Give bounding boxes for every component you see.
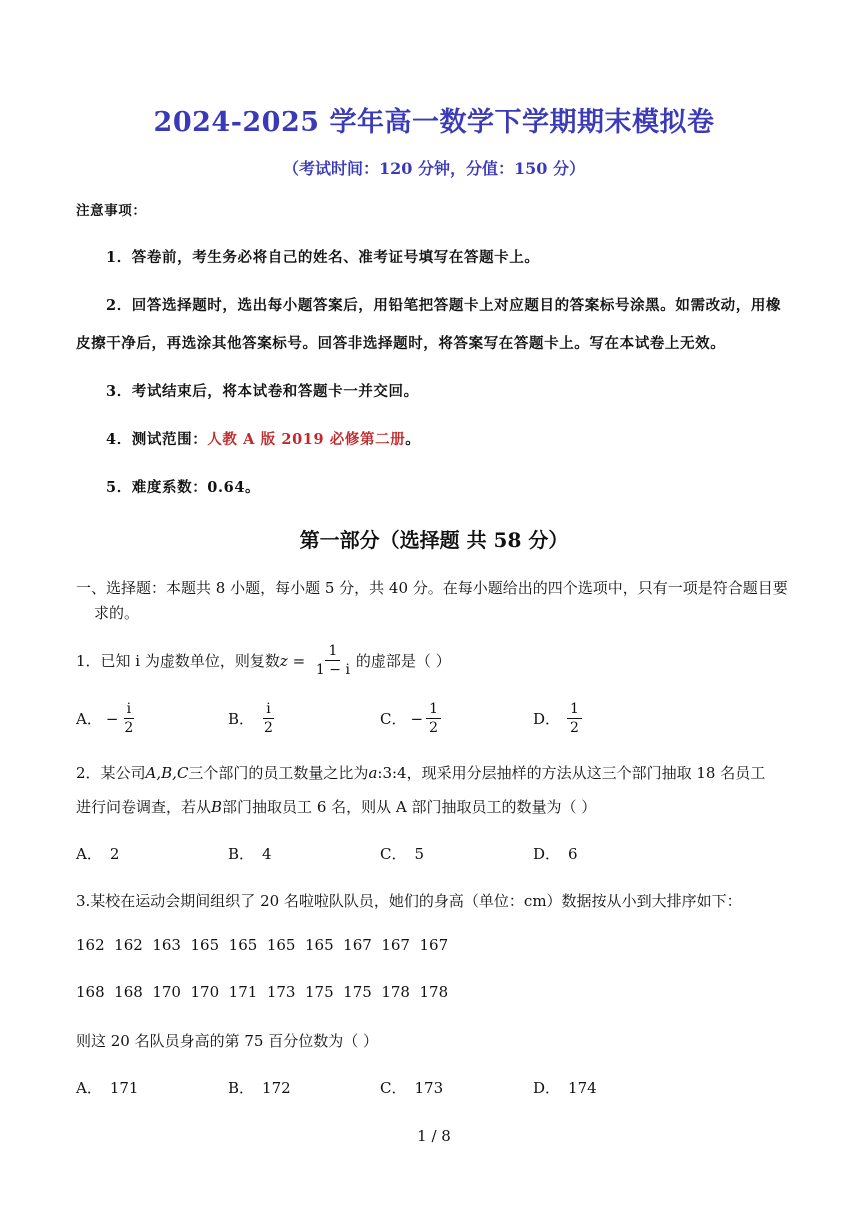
question-2-line-2 bbox=[76, 796, 596, 817]
section-intro-line-2: 求的。 bbox=[94, 604, 140, 622]
option-value: 4 bbox=[262, 845, 272, 863]
option-value: 172 bbox=[262, 1079, 291, 1097]
option-numerator: i bbox=[124, 702, 134, 719]
option-label: A． bbox=[76, 710, 102, 728]
option-denominator: 2 bbox=[429, 720, 438, 736]
q1-fraction-denominator: 1 − i bbox=[315, 662, 350, 678]
option-value: 174 bbox=[568, 1079, 597, 1097]
option-label: C． bbox=[380, 845, 407, 863]
q2-option-c[interactable] bbox=[380, 843, 424, 864]
notice-item-4-prefix: 4．测试范围： bbox=[106, 431, 208, 448]
q3-option-c[interactable] bbox=[380, 1077, 443, 1098]
q2-departments: A,B,C bbox=[145, 764, 189, 782]
option-label: B． bbox=[228, 1079, 255, 1097]
option-value: 171 bbox=[109, 1079, 139, 1097]
notice-item-3: 3．考试结束后，将本试卷和答题卡一并交回。 bbox=[106, 383, 419, 400]
option-label: D． bbox=[533, 710, 561, 728]
option-label: C． bbox=[380, 710, 407, 728]
option-label: B． bbox=[228, 710, 255, 728]
option-fraction bbox=[121, 702, 136, 735]
option-value: 173 bbox=[414, 1079, 444, 1097]
q1-option-b[interactable] bbox=[228, 702, 279, 735]
q1-option-d[interactable] bbox=[533, 702, 585, 735]
question-3-line-1: 3.某校在运动会期间组织了 20 名啦啦队队员，她们的身高（单位：cm）数据按从小到大排序如下： bbox=[76, 892, 742, 910]
test-range: 人教 A 版 2019 必修第二册 bbox=[207, 431, 406, 448]
option-label: D． bbox=[533, 845, 561, 863]
option-fraction bbox=[261, 702, 276, 735]
q2-text: 部门抽取员工 6 名，则从 A 部门抽取员工的数量为（ ） bbox=[222, 798, 597, 816]
option-sign: − bbox=[105, 709, 119, 728]
notice-item-2-line-1: 2．回答选择题时，选出每小题答案后，用铅笔把答题卡上对应题目的答案标号涂黑。如需改动，用橡 bbox=[106, 297, 782, 314]
exam-subtitle: （考试时间：120 分钟，分值：150 分） bbox=[283, 159, 585, 178]
q1-suffix: 的虚部是（ ） bbox=[355, 652, 451, 670]
q3-data-row-1: 162 162 163 165 165 165 165 167 167 167 bbox=[76, 936, 449, 954]
q2-text: :3:4，现采用分层抽样的方法从这三个部门抽取 18 名员工 bbox=[377, 764, 766, 782]
option-label: D． bbox=[533, 1079, 561, 1097]
q2-text: 2．某公司 bbox=[76, 764, 146, 782]
option-sign: − bbox=[410, 709, 424, 728]
option-label: B． bbox=[228, 845, 255, 863]
section-title: 第一部分（选择题 共 58 分） bbox=[299, 528, 569, 552]
option-numerator: i bbox=[263, 702, 273, 719]
exam-title: 2024-2025 学年高一数学下学期期末模拟卷 bbox=[153, 107, 715, 138]
page-number: 1 / 8 bbox=[417, 1127, 451, 1145]
option-value: 5 bbox=[414, 845, 425, 863]
q1-variable: z bbox=[279, 651, 288, 670]
q3-option-a[interactable] bbox=[76, 1077, 138, 1098]
option-denominator: 2 bbox=[570, 720, 579, 736]
q2-option-d[interactable] bbox=[533, 843, 578, 864]
q1-equals: = bbox=[287, 651, 310, 670]
q2-option-b[interactable] bbox=[228, 843, 272, 864]
option-fraction bbox=[567, 702, 582, 735]
q2-option-a[interactable] bbox=[76, 843, 119, 864]
notice-item-4 bbox=[106, 428, 420, 449]
q2-text: 进行问卷调查，若从 bbox=[76, 798, 212, 816]
q1-fraction bbox=[313, 644, 353, 677]
section-intro-line-1: 一、选择题：本题共 8 小题，每小题 5 分，共 40 分。在每小题给出的四个选项中，只有一项是符合题目要 bbox=[76, 579, 788, 597]
q2-ratio-variable: a bbox=[368, 764, 378, 782]
q1-prefix: 1．已知 i 为虚数单位，则复数 bbox=[76, 652, 280, 670]
option-numerator: 1 bbox=[567, 702, 582, 719]
notice-item-1: 1．答卷前，考生务必将自己的姓名、准考证号填写在答题卡上。 bbox=[106, 249, 540, 266]
option-denominator: 2 bbox=[264, 720, 273, 736]
question-2-line-1 bbox=[76, 762, 765, 783]
q2-text: 三个部门的员工数量之比为 bbox=[188, 764, 369, 782]
option-label: A． bbox=[76, 845, 102, 863]
q3-option-d[interactable] bbox=[533, 1077, 597, 1098]
option-value: 2 bbox=[109, 845, 120, 863]
q1-option-c[interactable] bbox=[380, 702, 444, 735]
notice-item-2-line-2: 皮擦干净后，再选涂其他答案标号。回答非选择题时，将答案写在答题卡上。写在本试卷上无效。 bbox=[76, 335, 726, 352]
option-fraction bbox=[426, 702, 441, 735]
q3-option-b[interactable] bbox=[228, 1077, 291, 1098]
q3-data-row-2: 168 168 170 170 171 173 175 175 178 178 bbox=[76, 983, 449, 1001]
q1-fraction-numerator: 1 bbox=[325, 644, 340, 661]
option-numerator: 1 bbox=[426, 702, 441, 719]
option-label: C． bbox=[380, 1079, 407, 1097]
option-denominator: 2 bbox=[124, 720, 134, 736]
notice-item-4-suffix: 。 bbox=[405, 431, 421, 448]
q2-department-b: B bbox=[211, 798, 223, 816]
option-label: A． bbox=[76, 1079, 102, 1097]
notice-heading: 注意事项： bbox=[76, 203, 147, 219]
notice-item-5: 5．难度系数：0.64。 bbox=[106, 479, 261, 496]
q3-question: 则这 20 名队员身高的第 75 百分位数为（ ） bbox=[76, 1032, 379, 1050]
q1-option-a[interactable] bbox=[76, 702, 139, 735]
option-value: 6 bbox=[568, 845, 578, 863]
question-1 bbox=[76, 644, 451, 677]
